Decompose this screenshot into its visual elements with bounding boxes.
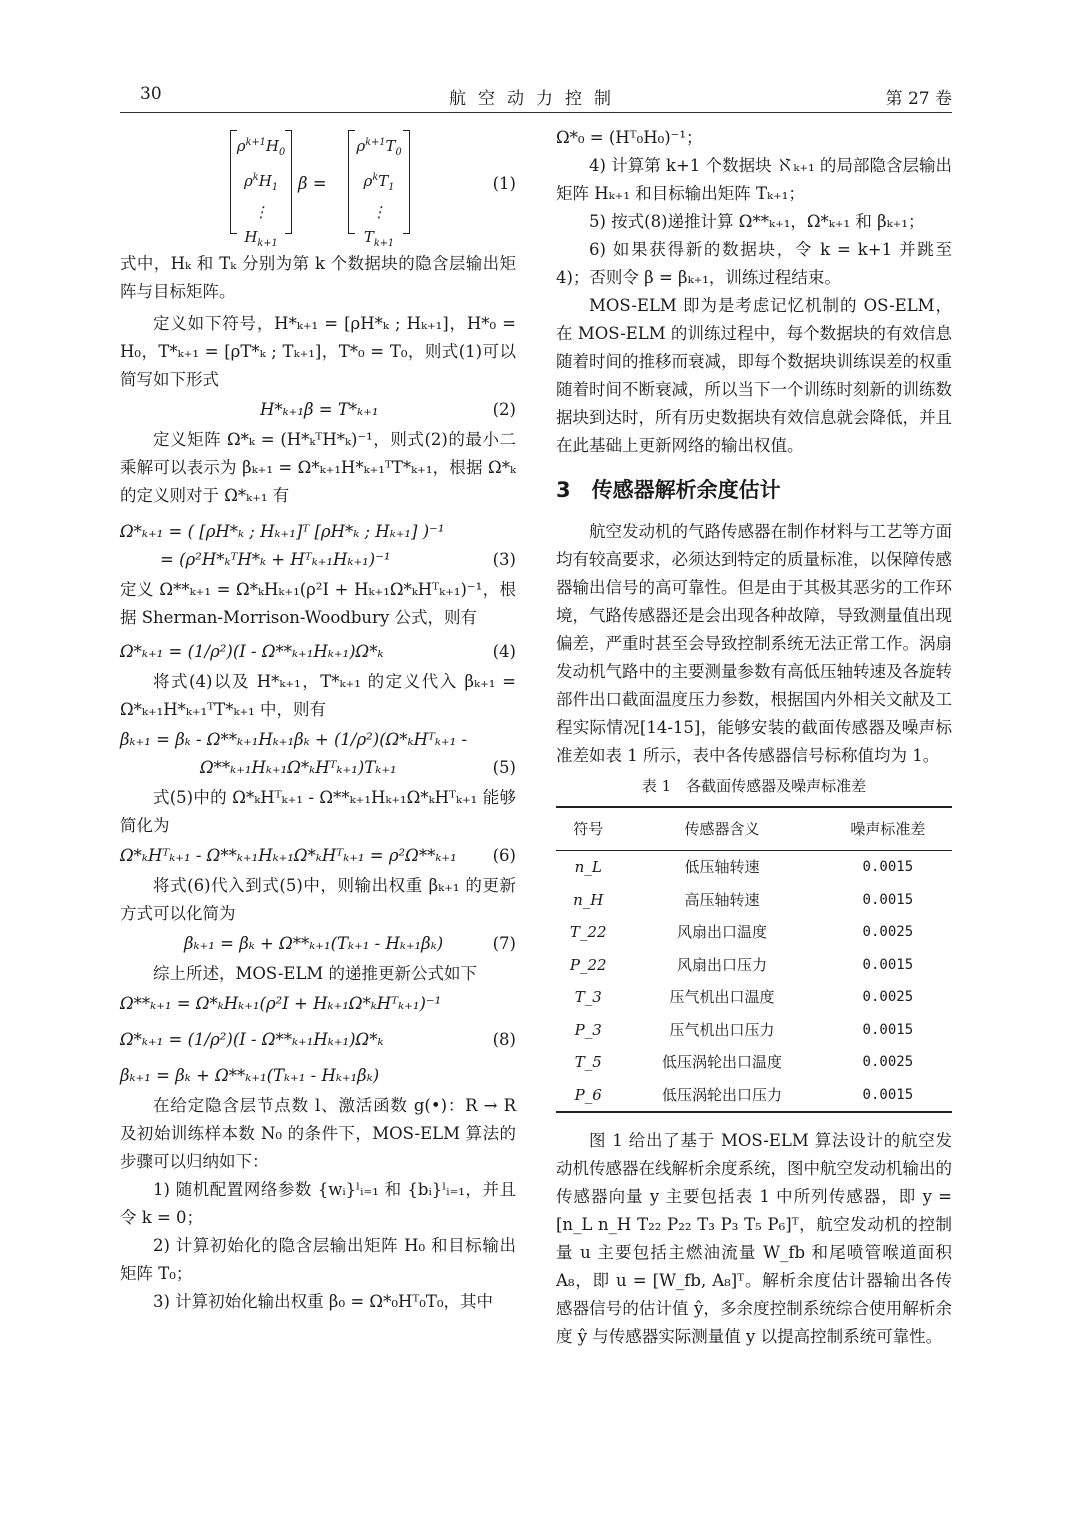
table-cell: 0.0025 [862, 924, 914, 941]
table-cell: 风扇出口温度 [677, 923, 768, 942]
eq6-number: (6) [492, 846, 516, 865]
table-cell: 高压轴转速 [684, 890, 760, 909]
table-row [556, 949, 952, 982]
table-cell: 0.0015 [862, 859, 914, 876]
paragraph: MOS-ELM 即为是考虑记忆机制的 OS-ELM，在 MOS-ELM 的训练过程中，每个数据块的有效信息随着时间的推移而衰减，即每个数据块训练误差的权重随着时间不断衰减，所以当下一个训练时刻新的训练数据块到达时，所有历史数据块有效信息就会降低，并且在此基础上更新网络的输出权值。 [556, 296, 952, 455]
left-column [120, 124, 516, 1316]
step-5: 5) 按式(8)递推计算 Ω**ₖ₊₁，Ω*ₖ₊₁ 和 βₖ₊₁； [589, 212, 925, 231]
table-row [556, 851, 952, 884]
table-cell: 风扇出口压力 [677, 955, 768, 974]
right-column [556, 124, 952, 1351]
table-cell: P_6 [556, 1079, 620, 1113]
eq1-number: (1) [492, 174, 516, 193]
volume-label: 第 27 卷 [885, 89, 952, 109]
table-cell: T_22 [569, 923, 607, 942]
table-cell: n_H [573, 890, 604, 909]
eq3-line2: = (ρ²H*ₖᵀH*ₖ + Hᵀₖ₊₁Hₖ₊₁)⁻¹ [160, 550, 391, 569]
table-cell: n_L [574, 858, 602, 877]
table-row [556, 1046, 952, 1079]
eq5-line2: Ω**ₖ₊₁Hₖ₊₁Ω*ₖHᵀₖ₊₁)Tₖ₊₁ [200, 758, 397, 777]
table-cell: 0.0015 [862, 1021, 914, 1038]
paragraph: 定义矩阵 Ω*ₖ = (H*ₖᵀH*ₖ)⁻¹，则式(2)的最小二乘解可以表示为 βₖ₊₁ = Ω*ₖ₊₁H*ₖ₊₁ᵀT*ₖ₊₁，根据 Ω*ₖ 的定义则对于 Ω*ₖ₊₁ 有 [120, 430, 516, 505]
equation-8 [120, 990, 516, 1090]
table-cell: T_3 [574, 988, 602, 1007]
header-rule [120, 112, 952, 113]
paragraph: 综上所述，MOS-ELM 的递推更新公式如下 [153, 964, 478, 983]
table-cell: 压气机出口温度 [669, 988, 775, 1007]
eq4-number: (4) [492, 642, 516, 661]
eq8-line3: βₖ₊₁ = βₖ + Ω**ₖ₊₁(Tₖ₊₁ - Hₖ₊₁βₖ) [120, 1066, 380, 1085]
equation-4 [120, 638, 516, 666]
table-row [556, 1014, 952, 1047]
paragraph: 将式(4)以及 H*ₖ₊₁，T*ₖ₊₁ 的定义代入 βₖ₊₁ = Ω*ₖ₊₁H*ₖ₊₁ᵀT*ₖ₊₁ 中，则有 [120, 672, 516, 719]
table-header: 噪声标准差 [824, 807, 952, 851]
paragraph: 式中，Hₖ 和 Tₖ 分别为第 k 个数据块的隐含层输出矩阵与目标矩阵。 [120, 254, 516, 301]
table-caption: 表 1 各截面传感器及噪声标准差 [641, 777, 867, 795]
eq3-number: (3) [492, 550, 516, 569]
paragraph: 定义 Ω**ₖ₊₁ = Ω*ₖHₖ₊₁(ρ²I + Hₖ₊₁Ω*ₖHᵀₖ₊₁)⁻¹，根据 Sherman-Morrison-Woodbury 公式，则有 [120, 580, 516, 627]
paragraph: 将式(6)代入到式(5)中，则输出权重 βₖ₊₁ 的更新方式可以化简为 [120, 876, 516, 923]
equation-5 [120, 726, 516, 782]
paragraph: 图 1 给出了基于 MOS-ELM 算法设计的航空发动机传感器在线解析余度系统，图中航空发动机输出的传感器向量 y 主要包括表 1 中所列传感器，即 y = [n_L n_H T₂₂ P₂₂ T₃ P₃ T₅ P₆]ᵀ，航空发动机的控制量 u 主要包括主燃油流量 W_fb 和尾喷管喉道面积 A₈，即 u = [W_fb, A₈]ᵀ。解析余度估计器输出各传感器信号的估计值 ŷ，多余度控制系统综合使用解析余度 ŷ 与传感器实际测量值 y 以提高控制系统可靠性。 [556, 1131, 952, 1346]
eq3-line1: Ω*ₖ₊₁ = ( [ρH*ₖ ; Hₖ₊₁]ᵀ [ρH*ₖ ; Hₖ₊₁] )⁻¹ [120, 522, 445, 541]
table-row [556, 1079, 952, 1113]
paragraph: 航空发动机的气路传感器在制作材料与工艺等方面均有较高要求，必须达到特定的质量标准，以保障传感器输出信号的高可靠性。但是由于其极其恶劣的工作环境，气路传感器还是会出现各种故障，导致测量值出现偏差，严重时甚至会导致控制系统无法正常工作。涡扇发动机气路中的主要测量参数有高低压轴转速及各旋转部件出口截面温度压力参数，根据国内外相关文献及工程实际情况[14-15]，能够安装的截面传感器及噪声标准差如表 1 所示，表中各传感器信号标称值均为 1。 [556, 522, 952, 765]
table-cell: 0.0025 [862, 989, 914, 1006]
eq7-number: (7) [492, 934, 516, 953]
equation-6 [120, 842, 516, 870]
eq6-body: Ω*ₖHᵀₖ₊₁ - Ω**ₖ₊₁Hₖ₊₁Ω*ₖHᵀₖ₊₁ = ρ²Ω**ₖ₊₁ [120, 846, 457, 865]
journal-title: 航空动力控制 [449, 89, 623, 109]
step-1: 1) 随机配置网络参数 {wᵢ}ˡᵢ₌₁ 和 {bᵢ}ˡᵢ₌₁，并且令 k = 0； [120, 1180, 516, 1227]
table-cell: 0.0015 [862, 891, 914, 908]
table-cell: 0.0015 [824, 1079, 952, 1113]
table-cell: P_3 [574, 1020, 602, 1039]
table-row [556, 884, 952, 917]
table-cell: T_5 [574, 1053, 602, 1072]
table-cell: 0.0025 [862, 1054, 914, 1071]
page-number: 30 [140, 84, 162, 104]
equation-1: $\rho^{k+1}H_0$ $\rho^kH_1$ ⋮ $H_{k+1}$ β = $\rho^{k+1}T_0$ $\rho^kT_1$ ⋮ $T_{k+1}$ (1) [120, 130, 516, 242]
step-3: 3) 计算初始化输出权重 β₀ = Ω*₀Hᵀ₀T₀，其中 [153, 1292, 493, 1311]
paragraph: 定义如下符号，H*ₖ₊₁ = [ρH*ₖ ; Hₖ₊₁]，H*₀ = H₀，T*ₖ₊₁ = [ρT*ₖ ; Tₖ₊₁]，T*₀ = T₀，则式(1)可以简写如下形式 [120, 314, 516, 389]
eq4-body: Ω*ₖ₊₁ = (1/ρ²)(I - Ω**ₖ₊₁Hₖ₊₁)Ω*ₖ [120, 642, 384, 661]
table-cell: 低压涡轮出口压力 [620, 1079, 823, 1113]
page-header [120, 84, 952, 114]
paragraph: 式(5)中的 Ω*ₖHᵀₖ₊₁ - Ω**ₖ₊₁Hₖ₊₁Ω*ₖHᵀₖ₊₁ 能够简化为 [120, 788, 516, 835]
equation-3 [120, 518, 516, 574]
paragraph: 在给定隐含层节点数 l、激活函数 g(•)：R → R 及初始训练样本数 N₀ 的条件下，MOS-ELM 算法的步骤可以归纳如下： [120, 1096, 516, 1171]
eq5-line1: βₖ₊₁ = βₖ - Ω**ₖ₊₁Hₖ₊₁βₖ + (1/ρ²)(Ω*ₖHᵀₖ₊₁ - [120, 730, 468, 749]
table-cell: 低压轴转速 [684, 858, 760, 877]
equation-7 [120, 930, 516, 958]
table-row [556, 981, 952, 1014]
table-cell: P_22 [569, 955, 607, 974]
step-6: 6) 如果获得新的数据块，令 k = k+1 并跳至 4)；否则令 β = βₖ₊₁，训练过程结束。 [556, 240, 952, 287]
eq8-line2: Ω*ₖ₊₁ = (1/ρ²)(I - Ω**ₖ₊₁Hₖ₊₁)Ω*ₖ [120, 1030, 384, 1049]
eq5-number: (5) [492, 758, 516, 777]
table-cell: 0.0015 [862, 956, 914, 973]
matrix-h: $\rho^{k+1}H_0$ $\rho^kH_1$ ⋮ $H_{k+1}$ [230, 130, 292, 234]
table-row [556, 916, 952, 949]
paragraph: Ω*₀ = (Hᵀ₀H₀)⁻¹； [556, 128, 703, 147]
table-header: 传感器含义 [620, 807, 823, 851]
sensor-table [556, 806, 952, 1113]
eq8-line1: Ω**ₖ₊₁ = Ω*ₖHₖ₊₁(ρ²I + Hₖ₊₁Ω*ₖHᵀₖ₊₁)⁻¹ [120, 994, 442, 1013]
matrix-t: $\rho^{k+1}T_0$ $\rho^kT_1$ ⋮ $T_{k+1}$ [348, 130, 410, 234]
equation-2 [120, 396, 516, 424]
eq2-body: H*ₖ₊₁β = T*ₖ₊₁ [260, 400, 379, 419]
eq8-number: (8) [492, 1030, 516, 1049]
table-cell: 低压涡轮出口温度 [662, 1053, 783, 1072]
step-4: 4) 计算第 k+1 个数据块 ℵₖ₊₁ 的局部隐含层输出矩阵 Hₖ₊₁ 和目标输出矩阵 Tₖ₊₁； [556, 156, 952, 203]
section-heading: 3 传感器解析余度估计 [556, 478, 781, 502]
table-cell: 压气机出口压力 [669, 1020, 775, 1039]
step-2: 2) 计算初始化的隐含层输出矩阵 H₀ 和目标输出矩阵 T₀； [120, 1236, 516, 1283]
table-header: 符号 [556, 807, 620, 851]
eq2-number: (2) [492, 400, 516, 419]
eq7-body: βₖ₊₁ = βₖ + Ω**ₖ₊₁(Tₖ₊₁ - Hₖ₊₁βₖ) [184, 934, 444, 953]
